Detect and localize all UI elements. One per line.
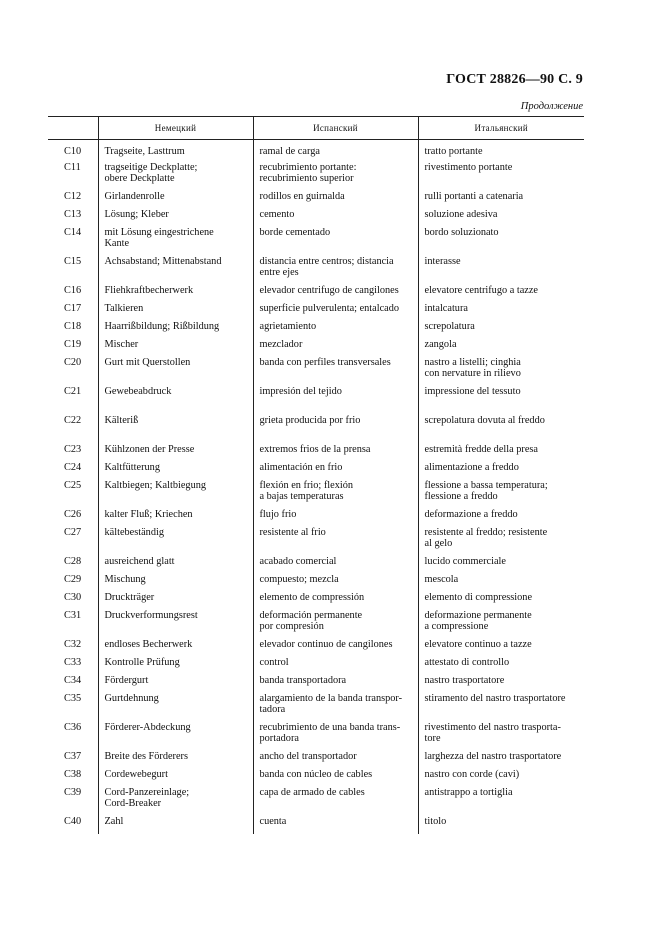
term-code-cell: [48, 140, 98, 162]
term-spanish-cell: [253, 339, 418, 357]
term-italian: soluzione adesiva: [424, 208, 498, 220]
term-spanish: flujo frio: [259, 508, 297, 520]
term-spanish: recubrimiento de una banda trans- portadora: [259, 721, 401, 744]
term-spanish-cell: [253, 787, 418, 816]
term-spanish-cell: [253, 357, 418, 386]
term-spanish-cell: [253, 556, 418, 574]
term-code: C27: [64, 526, 82, 538]
table-row: [48, 509, 584, 527]
term-italian: rivestimento del nastro trasporta- tore: [424, 721, 561, 744]
term-german: kalter Fluß; Kriechen: [104, 508, 193, 520]
term-spanish-cell: [253, 769, 418, 787]
term-italian: nastro con corde (cavi): [424, 768, 520, 780]
term-italian-cell: [418, 303, 584, 321]
column-header-italian: Итальянский: [418, 117, 584, 140]
term-italian: tratto portante: [424, 146, 483, 157]
term-german-cell: [98, 816, 253, 834]
term-code-cell: [48, 693, 98, 722]
term-german: Cordewebegurt: [104, 768, 168, 780]
term-italian: nastro a listelli; cinghia con nervature in rilievo: [424, 356, 521, 379]
term-code-cell: [48, 256, 98, 285]
table-row: [48, 751, 584, 769]
term-spanish: alargamiento de la banda transpor- tadora: [259, 692, 403, 715]
table-row: [48, 386, 584, 415]
term-spanish-cell: [253, 303, 418, 321]
term-italian-cell: [418, 386, 584, 415]
term-code: C16: [64, 284, 82, 296]
term-code-cell: [48, 444, 98, 462]
term-italian-cell: [418, 657, 584, 675]
term-italian: elevatore centrifugo a tazze: [424, 284, 538, 296]
term-german-cell: [98, 610, 253, 639]
term-italian-cell: [418, 140, 584, 162]
table-row: [48, 209, 584, 227]
term-italian: intalcatura: [424, 302, 468, 314]
term-italian-cell: [418, 751, 584, 769]
term-german-cell: [98, 527, 253, 556]
term-italian: deformazione a freddo: [424, 508, 518, 520]
table-row: [48, 303, 584, 321]
term-code: C35: [64, 692, 82, 704]
term-italian: interasse: [424, 255, 461, 267]
term-italian-cell: [418, 556, 584, 574]
term-german: mit Lösung eingestrichene Kante: [104, 226, 214, 249]
term-spanish-cell: [253, 693, 418, 722]
term-german-cell: [98, 303, 253, 321]
term-german: Gewebeabdruck: [104, 385, 172, 397]
term-code: C19: [64, 338, 82, 350]
term-code: C17: [64, 302, 82, 314]
term-german-cell: [98, 509, 253, 527]
term-german-cell: [98, 285, 253, 303]
term-spanish-cell: [253, 657, 418, 675]
term-code: C29: [64, 573, 82, 585]
term-code-cell: [48, 592, 98, 610]
term-spanish: ancho del transportador: [259, 750, 357, 762]
term-italian: stiramento del nastro trasportatore: [424, 692, 566, 704]
term-german-cell: [98, 675, 253, 693]
term-italian-cell: [418, 462, 584, 480]
term-spanish-cell: [253, 722, 418, 751]
term-german-cell: [98, 191, 253, 209]
term-german: kältebeständig: [104, 526, 164, 538]
term-code-cell: [48, 357, 98, 386]
table-row: [48, 675, 584, 693]
table-row: [48, 415, 584, 444]
term-code-cell: [48, 386, 98, 415]
term-italian-cell: [418, 339, 584, 357]
terms-table: [48, 116, 584, 834]
term-spanish: capa de armado de cables: [259, 786, 365, 798]
term-german: Mischung: [104, 573, 146, 585]
term-italian: rulli portanti a catenaria: [424, 190, 524, 202]
term-italian-cell: [418, 787, 584, 816]
term-code: C22: [64, 414, 82, 426]
term-code-cell: [48, 480, 98, 509]
term-spanish: rodillos en guirnalda: [259, 190, 345, 202]
term-spanish-cell: [253, 386, 418, 415]
term-italian-cell: [418, 227, 584, 256]
term-code: C20: [64, 356, 82, 368]
table-row: [48, 722, 584, 751]
term-italian: larghezza del nastro trasportatore: [424, 750, 562, 762]
term-italian: estremità fredde della presa: [424, 443, 538, 455]
term-german: Kontrolle Prüfung: [104, 656, 180, 668]
term-spanish: control: [259, 656, 289, 668]
term-code-cell: [48, 462, 98, 480]
term-spanish: grieta producida por frio: [259, 414, 361, 426]
term-code-cell: [48, 162, 98, 191]
term-spanish-cell: [253, 209, 418, 227]
term-spanish: banda con perfiles transversales: [259, 356, 391, 368]
term-italian: attestato di controllo: [424, 656, 510, 668]
table-row: [48, 639, 584, 657]
term-code-cell: [48, 610, 98, 639]
term-code-cell: [48, 321, 98, 339]
term-spanish-cell: [253, 639, 418, 657]
term-german-cell: [98, 556, 253, 574]
term-italian-cell: [418, 256, 584, 285]
term-spanish-cell: [253, 321, 418, 339]
term-spanish: compuesto; mezcla: [259, 573, 339, 585]
term-german-cell: [98, 256, 253, 285]
term-code-cell: [48, 415, 98, 444]
table-row: [48, 339, 584, 357]
term-german-cell: [98, 321, 253, 339]
table-row: [48, 610, 584, 639]
term-spanish: resistente al frio: [259, 526, 326, 538]
term-german: Girlandenrolle: [104, 190, 165, 202]
term-italian-cell: [418, 162, 584, 191]
table-row: [48, 556, 584, 574]
table-row: [48, 527, 584, 556]
term-code: C34: [64, 674, 82, 686]
term-code-cell: [48, 209, 98, 227]
table-row: [48, 574, 584, 592]
table-row: [48, 693, 584, 722]
term-spanish: ramal de carga: [259, 146, 320, 157]
table-row: [48, 657, 584, 675]
term-italian-cell: [418, 610, 584, 639]
term-german-cell: [98, 227, 253, 256]
term-code: C38: [64, 768, 82, 780]
term-code: C15: [64, 255, 82, 267]
term-code: C14: [64, 226, 82, 238]
term-spanish-cell: [253, 592, 418, 610]
term-german: ausreichend glatt: [104, 555, 175, 567]
term-code-cell: [48, 657, 98, 675]
term-spanish: agrietamiento: [259, 320, 317, 332]
term-code-cell: [48, 787, 98, 816]
term-spanish-cell: [253, 462, 418, 480]
term-german: Zahl: [104, 815, 124, 827]
term-german: Kühlzonen der Presse: [104, 443, 195, 455]
term-spanish: alimentación en frio: [259, 461, 343, 473]
table-row: [48, 444, 584, 462]
term-code-cell: [48, 675, 98, 693]
term-code-cell: [48, 816, 98, 834]
term-spanish: borde cementado: [259, 226, 331, 238]
term-code: C10: [64, 146, 82, 157]
term-spanish: flexión en frio; flexión a bajas temperaturas: [259, 479, 354, 502]
term-code-cell: [48, 509, 98, 527]
term-spanish-cell: [253, 444, 418, 462]
term-german-cell: [98, 462, 253, 480]
term-spanish: mezclador: [259, 338, 303, 350]
term-code: C26: [64, 508, 82, 520]
term-spanish-cell: [253, 675, 418, 693]
column-header-spanish: Испанский: [253, 117, 418, 140]
term-spanish: banda con núcleo de cables: [259, 768, 373, 780]
term-german-cell: [98, 386, 253, 415]
column-header-code: [48, 117, 98, 140]
term-german: Achsabstand; Mittenabstand: [104, 255, 222, 267]
term-italian: lucido commerciale: [424, 555, 506, 567]
term-italian: nastro trasportatore: [424, 674, 505, 686]
term-code: C24: [64, 461, 82, 473]
term-italian-cell: [418, 480, 584, 509]
term-spanish: elemento de compressión: [259, 591, 365, 603]
term-spanish: cemento: [259, 208, 295, 220]
term-italian: bordo soluzionato: [424, 226, 499, 238]
term-german: Haarrißbildung; Rißbildung: [104, 320, 220, 332]
term-italian-cell: [418, 415, 584, 444]
term-german: Kälteriß: [104, 414, 139, 426]
term-spanish: deformación permanente por compresión: [259, 609, 363, 632]
term-italian-cell: [418, 357, 584, 386]
term-german: Gurt mit Querstollen: [104, 356, 191, 368]
term-code-cell: [48, 339, 98, 357]
term-german: Förderer-Abdeckung: [104, 721, 191, 733]
term-italian-cell: [418, 509, 584, 527]
term-italian-cell: [418, 675, 584, 693]
term-code-cell: [48, 769, 98, 787]
term-italian: alimentazione a freddo: [424, 461, 519, 473]
term-code: C18: [64, 320, 82, 332]
table-row: [48, 321, 584, 339]
term-spanish: cuenta: [259, 815, 287, 827]
term-italian-cell: [418, 769, 584, 787]
term-code: C32: [64, 638, 82, 650]
term-spanish-cell: [253, 816, 418, 834]
term-italian: zangola: [424, 338, 457, 350]
term-code-cell: [48, 285, 98, 303]
term-code-cell: [48, 574, 98, 592]
term-german: endloses Becherwerk: [104, 638, 193, 650]
term-german: Talkieren: [104, 302, 144, 314]
term-german: Fliehkraftbecherwerk: [104, 284, 194, 296]
term-italian: impressione del tessuto: [424, 385, 521, 397]
term-spanish-cell: [253, 227, 418, 256]
term-italian: screpolatura: [424, 320, 475, 332]
term-german-cell: [98, 162, 253, 191]
term-spanish: impresión del tejido: [259, 385, 342, 397]
term-code-cell: [48, 751, 98, 769]
term-german-cell: [98, 751, 253, 769]
term-italian: resistente al freddo; resistente al gelo: [424, 526, 548, 549]
term-spanish: extremos frios de la prensa: [259, 443, 371, 455]
term-code: C31: [64, 609, 82, 621]
term-spanish-cell: [253, 140, 418, 162]
term-spanish: banda transportadora: [259, 674, 347, 686]
term-code: C13: [64, 208, 82, 220]
term-italian: antistrappo a tortiglia: [424, 786, 513, 798]
term-german-cell: [98, 415, 253, 444]
term-german: Tragseite, Lasttrum: [104, 146, 185, 157]
term-italian: mescola: [424, 573, 459, 585]
table-row: [48, 285, 584, 303]
term-spanish: distancia entre centros; distancia entre ejes: [259, 255, 394, 278]
term-spanish: acabado comercial: [259, 555, 337, 567]
term-spanish: superficie pulverulenta; entalcado: [259, 302, 400, 314]
term-spanish-cell: [253, 610, 418, 639]
term-german: Breite des Förderers: [104, 750, 188, 762]
term-german: Lösung; Kleber: [104, 208, 169, 220]
term-german-cell: [98, 574, 253, 592]
term-german: Gurtdehnung: [104, 692, 159, 704]
term-german-cell: [98, 357, 253, 386]
term-spanish-cell: [253, 191, 418, 209]
term-italian-cell: [418, 191, 584, 209]
term-german-cell: [98, 480, 253, 509]
term-italian: deformazione permanente a compressione: [424, 609, 532, 632]
term-italian-cell: [418, 592, 584, 610]
term-german-cell: [98, 639, 253, 657]
term-german-cell: [98, 787, 253, 816]
term-spanish-cell: [253, 480, 418, 509]
term-code: C39: [64, 786, 82, 798]
term-italian-cell: [418, 639, 584, 657]
term-code-cell: [48, 722, 98, 751]
table-row: [48, 191, 584, 209]
term-code: C36: [64, 721, 82, 733]
term-spanish-cell: [253, 509, 418, 527]
term-german: Mischer: [104, 338, 139, 350]
term-german: Druckträger: [104, 591, 155, 603]
table-row: [48, 816, 584, 834]
term-code-cell: [48, 639, 98, 657]
term-spanish-cell: [253, 751, 418, 769]
term-italian: rivestimento portante: [424, 161, 513, 173]
term-code: C23: [64, 443, 82, 455]
term-code: C33: [64, 656, 82, 668]
term-italian: elevatore continuo a tazze: [424, 638, 532, 650]
term-code: C28: [64, 555, 82, 567]
term-code: C40: [64, 815, 82, 827]
term-german: Druckverformungsrest: [104, 609, 198, 621]
table-row: [48, 787, 584, 816]
term-code: C12: [64, 190, 82, 202]
term-german: Kaltbiegen; Kaltbiegung: [104, 479, 207, 491]
term-italian-cell: [418, 321, 584, 339]
term-italian-cell: [418, 285, 584, 303]
term-code-cell: [48, 527, 98, 556]
term-german-cell: [98, 339, 253, 357]
term-italian-cell: [418, 444, 584, 462]
table-row: [48, 357, 584, 386]
term-german-cell: [98, 693, 253, 722]
column-header-german: Немецкий: [98, 117, 253, 140]
table-row: [48, 227, 584, 256]
term-code: C11: [64, 161, 81, 173]
term-italian-cell: [418, 209, 584, 227]
term-code: C21: [64, 385, 82, 397]
page-header: ГОСТ 28826—90 С. 9: [446, 72, 583, 87]
term-italian: flessione a bassa temperatura; flessione a freddo: [424, 479, 548, 502]
term-spanish-cell: [253, 415, 418, 444]
term-code-cell: [48, 191, 98, 209]
term-spanish-cell: [253, 527, 418, 556]
term-german: Fördergurt: [104, 674, 149, 686]
table-row: [48, 162, 584, 191]
term-code-cell: [48, 227, 98, 256]
table-row: [48, 462, 584, 480]
term-spanish-cell: [253, 574, 418, 592]
term-german-cell: [98, 444, 253, 462]
term-italian: elemento di compressione: [424, 591, 533, 603]
term-german: Cord-Panzereinlage; Cord-Breaker: [104, 786, 190, 809]
term-code: C30: [64, 591, 82, 603]
term-spanish: elevador continuo de cangilones: [259, 638, 393, 650]
term-spanish: elevador centrifugo de cangilones: [259, 284, 399, 296]
term-spanish: recubrimiento portante: recubrimiento superior: [259, 161, 357, 184]
table-row: [48, 592, 584, 610]
term-italian: titolo: [424, 815, 447, 827]
table-body: [48, 140, 584, 834]
term-spanish-cell: [253, 285, 418, 303]
term-italian-cell: [418, 693, 584, 722]
term-italian-cell: [418, 527, 584, 556]
term-german: tragseitige Deckplatte; obere Deckplatte: [104, 161, 198, 184]
term-italian-cell: [418, 574, 584, 592]
term-code: C37: [64, 750, 82, 762]
table-row: [48, 256, 584, 285]
term-spanish-cell: [253, 162, 418, 191]
term-german-cell: [98, 657, 253, 675]
term-italian-cell: [418, 722, 584, 751]
table-header-row: [48, 117, 584, 140]
term-german-cell: [98, 140, 253, 162]
term-code-cell: [48, 303, 98, 321]
term-code: C25: [64, 479, 82, 491]
term-german-cell: [98, 722, 253, 751]
term-german-cell: [98, 592, 253, 610]
table-row: [48, 480, 584, 509]
term-italian: screpolatura dovuta al freddo: [424, 414, 545, 426]
term-german: Kaltfütterung: [104, 461, 160, 473]
term-german-cell: [98, 769, 253, 787]
term-code-cell: [48, 556, 98, 574]
table-row: [48, 140, 584, 162]
term-spanish-cell: [253, 256, 418, 285]
continuation-label: Продолжение: [520, 101, 583, 112]
term-german-cell: [98, 209, 253, 227]
table-row: [48, 769, 584, 787]
term-italian-cell: [418, 816, 584, 834]
